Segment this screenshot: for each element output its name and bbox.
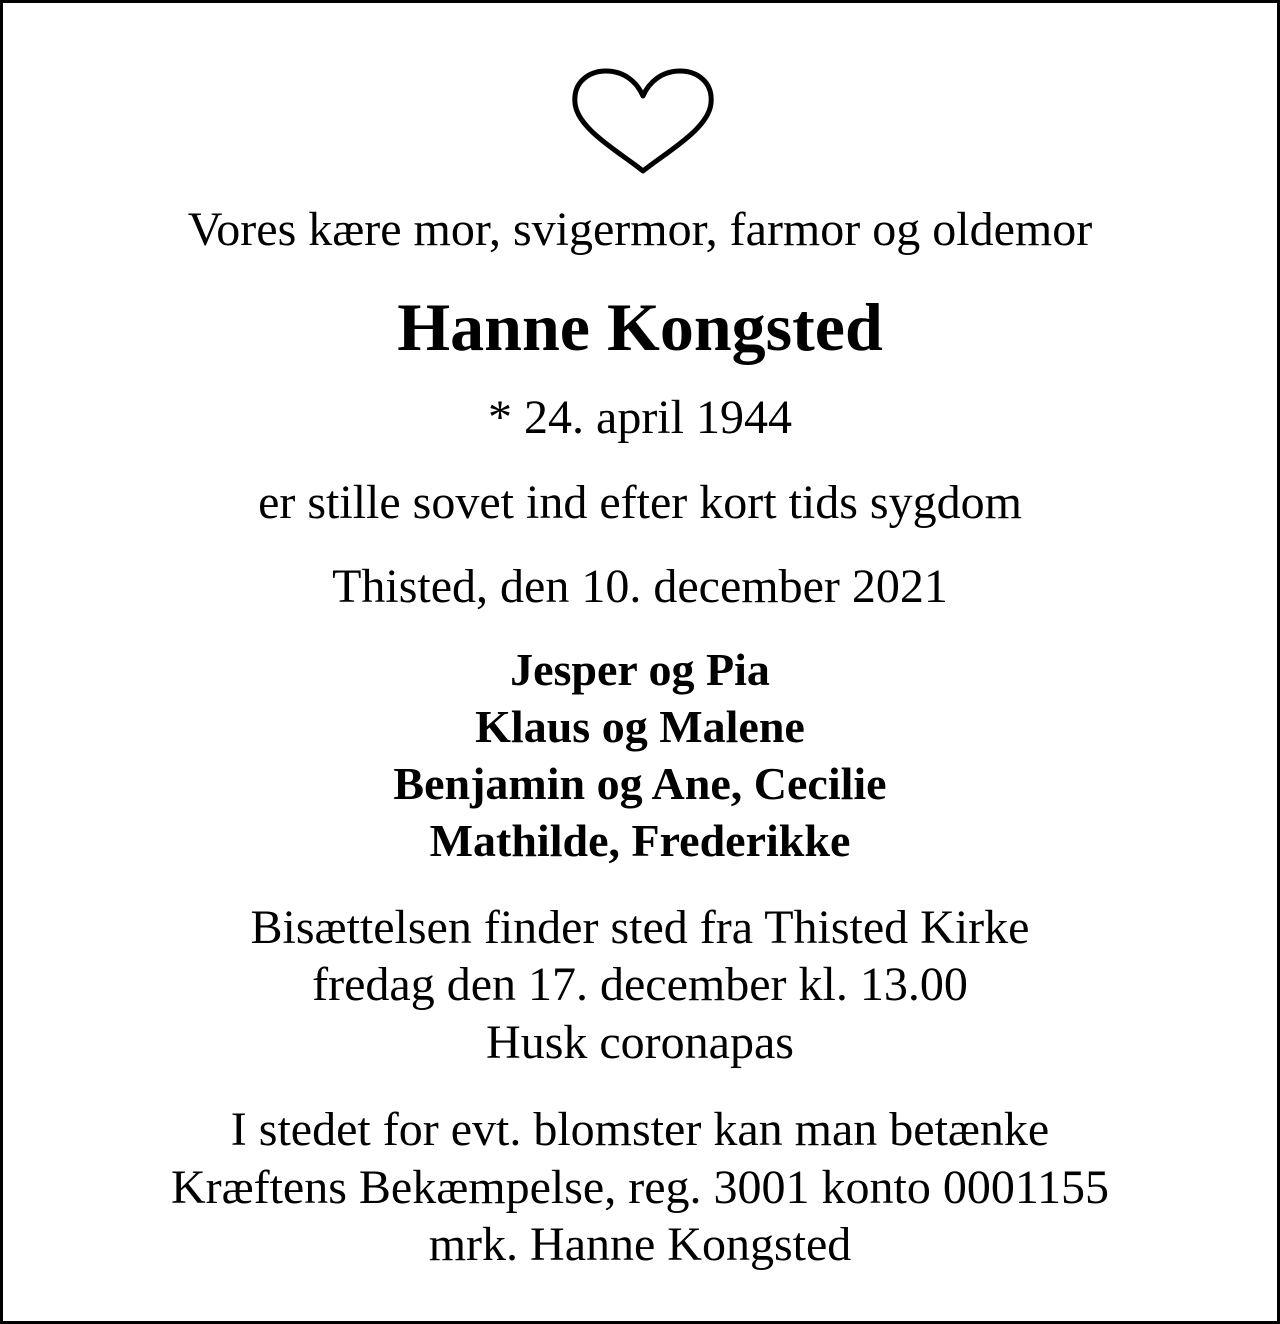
birth-date: * 24. april 1944 [488, 391, 792, 444]
intro-text: Vores kære mor, svigermor, farmor og oldemor [187, 203, 1093, 256]
family-line: Benjamin og Ane, Cecilie [393, 758, 887, 809]
donation-info-line: mrk. Hanne Kongsted [428, 1218, 852, 1271]
funeral-info-line: Husk coronapas [486, 1016, 794, 1069]
funeral-info-line: fredag den 17. december kl. 13.00 [312, 958, 968, 1011]
donation-info-line: I stedet for evt. blomster kan man betænke [230, 1103, 1050, 1156]
family-line: Klaus og Malene [475, 701, 805, 752]
funeral-info-line: Bisættelsen finder sted fra Thisted Kirke [250, 901, 1030, 954]
heart-icon [569, 67, 717, 175]
donation-info-line: Kræftens Bekæmpelse, reg. 3001 konto 0001155 [170, 1161, 1110, 1214]
passing-statement: er stille sovet ind efter kort tids sygdom [258, 476, 1022, 529]
family-line: Mathilde, Frederikke [429, 815, 851, 866]
deceased-name: Hanne Kongsted [397, 289, 883, 365]
place-and-date: Thisted, den 10. december 2021 [332, 560, 948, 613]
family-line: Jesper og Pia [510, 644, 770, 695]
